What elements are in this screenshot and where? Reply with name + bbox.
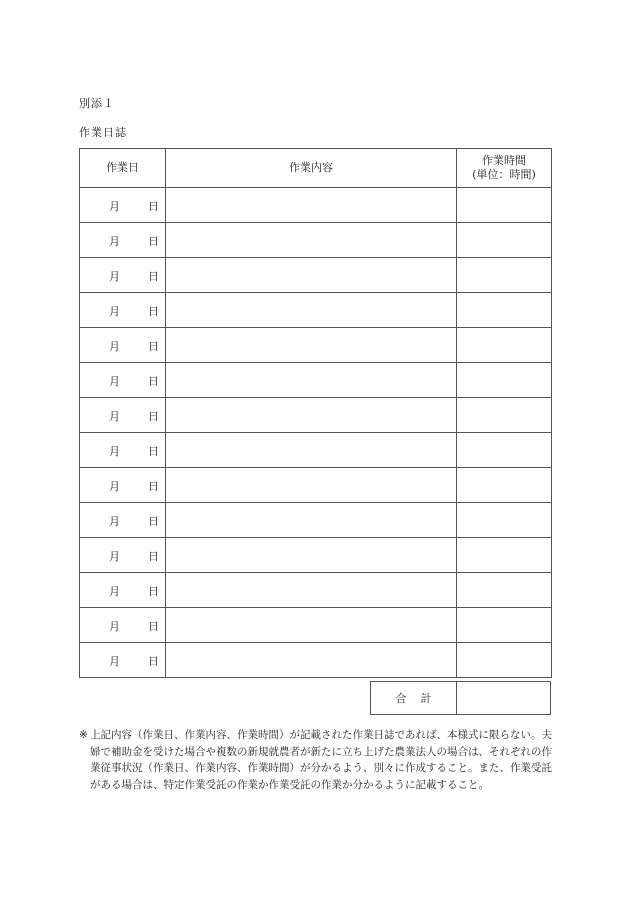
table-header-row [80,149,552,188]
content-cell[interactable] [166,503,457,538]
table-row [80,643,552,678]
content-cell[interactable] [166,363,457,398]
date-cell[interactable] [80,433,166,468]
day-label: 日 [148,200,159,213]
hours-cell[interactable] [457,433,552,468]
month-label: 月 [109,445,120,458]
date-cell[interactable] [80,258,166,293]
day-label: 日 [148,270,159,283]
table-row [80,363,552,398]
table-row [80,538,552,573]
day-label: 日 [148,410,159,423]
content-cell[interactable] [166,398,457,433]
note-mark: ※ [79,729,88,741]
date-cell[interactable] [80,223,166,258]
content-cell[interactable] [166,608,457,643]
month-label: 月 [109,585,120,598]
month-label: 月 [109,655,120,668]
month-label: 月 [109,375,120,388]
month-label: 月 [109,235,120,248]
header-date: 作業日 [80,149,166,188]
content-cell[interactable] [166,223,457,258]
date-cell[interactable] [80,328,166,363]
table-row [80,328,552,363]
content-cell[interactable] [166,573,457,608]
day-label: 日 [148,655,159,668]
header-content: 作業内容 [166,149,457,188]
hours-cell[interactable] [457,188,552,223]
content-cell[interactable] [166,258,457,293]
day-label: 日 [148,515,159,528]
hours-cell[interactable] [457,503,552,538]
hours-cell[interactable] [457,258,552,293]
content-cell[interactable] [166,468,457,503]
day-label: 日 [148,375,159,388]
hours-cell[interactable] [457,363,552,398]
hours-cell[interactable] [457,468,552,503]
total-row [370,681,551,715]
date-cell[interactable] [80,503,166,538]
work-log-table [79,148,552,678]
day-label: 日 [148,305,159,318]
month-label: 月 [109,620,120,633]
table-row [80,503,552,538]
day-label: 日 [148,480,159,493]
day-label: 日 [148,585,159,598]
table-row [80,608,552,643]
table-row [80,398,552,433]
hours-cell[interactable] [457,573,552,608]
month-label: 月 [109,340,120,353]
content-cell[interactable] [166,293,457,328]
hours-cell[interactable] [457,223,552,258]
table-row [80,293,552,328]
month-label: 月 [109,270,120,283]
hours-cell[interactable] [457,293,552,328]
hours-cell[interactable] [457,398,552,433]
table-row [80,468,552,503]
date-cell[interactable] [80,293,166,328]
annex-label: 別添１ [79,97,115,110]
day-label: 日 [148,445,159,458]
month-label: 月 [109,305,120,318]
header-hours [457,149,552,188]
month-label: 月 [109,200,120,213]
date-cell[interactable] [80,363,166,398]
table-row [80,433,552,468]
month-label: 月 [109,550,120,563]
content-cell[interactable] [166,538,457,573]
hours-cell[interactable] [457,608,552,643]
day-label: 日 [148,235,159,248]
header-hours-line1: 作業時間 [482,154,526,167]
date-cell[interactable] [80,643,166,678]
date-cell[interactable] [80,398,166,433]
total-label: 合計 [370,681,456,715]
table-body [80,188,552,678]
note-text: 上記内容（作業日、作業内容、作業時間）が記載された作業日誌であれば、本様式に限らない。夫婦で補助金を受けた場合や複数の新規就農者が新たに立ち上げた農業法人の場合は、それぞれの作業従事状況（作業日、作業内容、作業時間）が分かるよう、別々に作成すること。また、作業受託がある場合は、特定作業受託の作業か作業受託の作業か分かるように記載すること。 [90,729,552,791]
day-label: 日 [148,620,159,633]
date-cell[interactable] [80,468,166,503]
content-cell[interactable] [166,433,457,468]
hours-cell[interactable] [457,643,552,678]
total-value-cell[interactable] [456,681,551,715]
table-row [80,188,552,223]
hours-cell[interactable] [457,328,552,363]
day-label: 日 [148,550,159,563]
date-cell[interactable] [80,538,166,573]
date-cell[interactable] [80,188,166,223]
day-label: 日 [148,340,159,353]
content-cell[interactable] [166,188,457,223]
date-cell[interactable] [80,573,166,608]
table-row [80,258,552,293]
hours-cell[interactable] [457,538,552,573]
date-cell[interactable] [80,608,166,643]
document-title: 作業日誌 [79,126,127,139]
content-cell[interactable] [166,328,457,363]
month-label: 月 [109,410,120,423]
month-label: 月 [109,480,120,493]
content-cell[interactable] [166,643,457,678]
month-label: 月 [109,515,120,528]
table-row [80,573,552,608]
footnote [79,727,553,793]
table-row [80,223,552,258]
header-hours-line2: (単位：時間) [472,168,536,181]
